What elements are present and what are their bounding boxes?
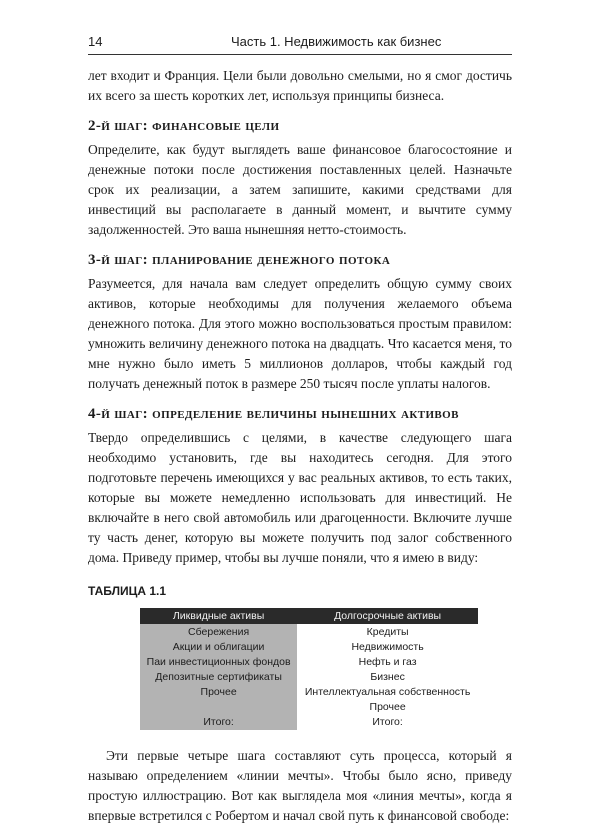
table-row [140,639,478,654]
liquid-cell: Прочее [140,684,297,699]
long-term-cell: Бизнес [297,669,478,684]
assets-table [140,608,478,730]
liquid-assets-header: Ликвидные активы [140,608,297,624]
long-term-cell: Прочее [297,699,478,714]
table-row [140,669,478,684]
table-row [140,684,478,699]
long-term-cell: Интеллектуальная собственность [297,684,478,699]
page-header [88,30,512,50]
long-term-cell: Нефть и газ [297,654,478,669]
step3-heading: 3-й шаг: планирование денежного потока [88,252,391,268]
table-totals-row [140,714,478,730]
table-row [140,654,478,669]
long-term-assets-header: Долгосрочные активы [297,608,478,624]
liquid-cell: Депозитные сертификаты [140,669,297,684]
intro-line-2: их всего за шесть коротких лет, используя принципы бизнеса. [88,88,445,103]
liquid-cell: Сбережения [140,624,297,639]
liquid-total: Итого: [140,714,297,730]
long-term-cell: Недвижимость [297,639,478,654]
step4-paragraph: Твердо определившись с целями, в качестве следующего шага необходимо установить, где вы находитесь сегодня. Для этого подготовьте перечень имеющихся у вас реальных активов, то есть таких, которые вы можете немедленно использовать для инвестиций. Не включайте в него свой автомобиль или драгоценности. Включите лучше ту часть денег, которую вы можете получить под залог собственного дома. Приведу пример, чтобы вы лучше поняли, что я имею в виду: [88,430,512,565]
running-title: Часть 1. Недвижимость как бизнес [231,34,442,49]
liquid-cell: Паи инвестиционных фондов [140,654,297,669]
intro-line-1: лет входит и Франция. Цели были довольно смелыми, но я смог достичь [88,68,512,83]
step3-paragraph: Разумеется, для начала вам следует определить общую сумму своих активов, которые необходимы для получения желаемого объема денежного потока. Для этого можно воспользоваться простым правилом: умножить величину денежного потока на двадцать. Что касается меня, то мне нужно было иметь 5 миллионов долларов, чтобы каждый год получать денежный поток в размере 250 тысяч после уплаты налогов. [88,276,512,391]
step2-heading: 2-й шаг: финансовые цели [88,118,280,134]
long-term-total: Итого: [297,714,478,730]
table-row [140,624,478,639]
header-rule [88,54,512,55]
long-term-cell: Кредиты [297,624,478,639]
page-number: 14 [88,34,103,49]
table-row [140,699,478,714]
closing-paragraph: Эти первые четыре шага составляют суть процесса, который я называю определением «линии мечты». Чтобы было ясно, приведу простую иллюстрацию. Вот как выглядела моя «линия мечты», когда я впервые встретился с Робертом и начал свой путь к финансовой свободе: [88,748,512,823]
step2-paragraph: Определите, как будут выглядеть ваше финансовое благосостояние и денежные потоки после достижения поставленных целей. Назначьте срок их реализации, а затем запишите, какими средствами для инвестиций вы располагаете в данный момент, и вычтите сумму задолженностей. Это ваша нынешняя нетто-стоимость. [88,142,512,237]
table-header-row [140,608,478,624]
liquid-cell: Акции и облигации [140,639,297,654]
step4-heading: 4-й шаг: определение величины нынешних активов [88,406,459,422]
page-body [88,66,512,826]
liquid-cell [140,699,297,714]
table-caption: ТАБЛИЦА 1.1 [88,584,167,598]
